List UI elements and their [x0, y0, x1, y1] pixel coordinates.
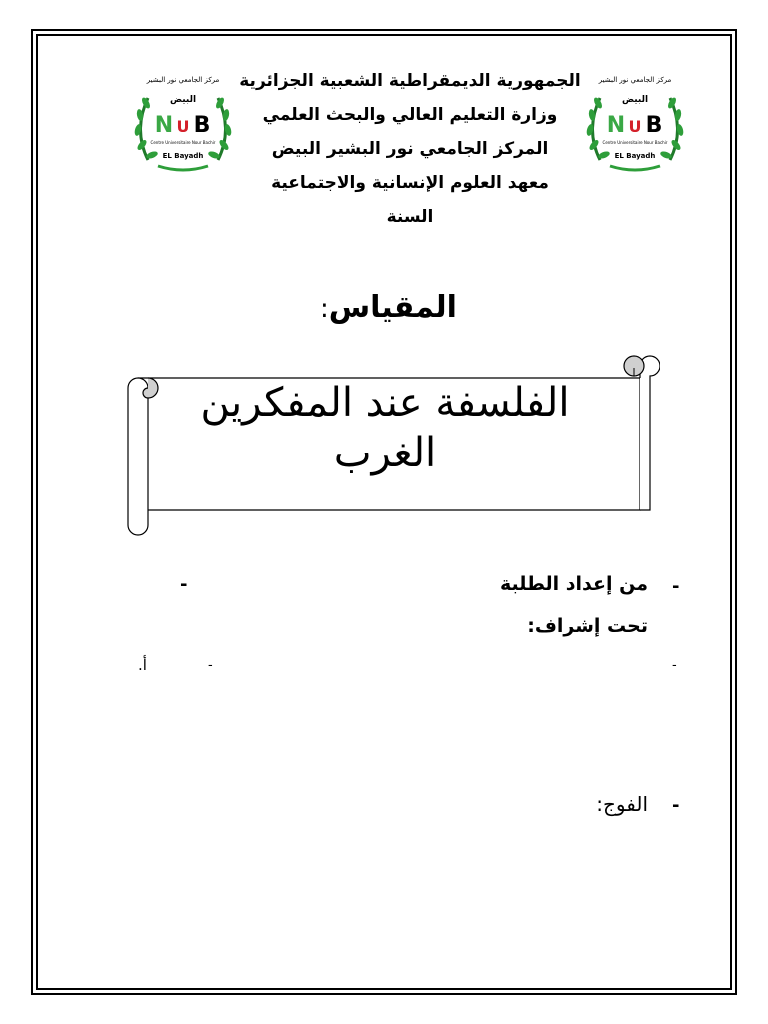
header-institute: معهد العلوم الإنسانية والاجتماعية [271, 173, 549, 193]
logo-letter-n: N [154, 113, 174, 138]
module-label: المقياس [328, 290, 457, 325]
supervision-dash-right: - [672, 658, 677, 673]
logo-arc-text: مركز الجامعي نور البشير [146, 76, 220, 84]
scroll-title [150, 378, 620, 478]
group-label: الفوج: [596, 792, 648, 816]
students-label: من إعداد الطلبة [499, 573, 648, 595]
supervisor-prefix: أ. [138, 656, 147, 674]
module-title [320, 290, 457, 325]
header-university: المركز الجامعي نور البشير البيض [271, 139, 549, 159]
logo-banner-text: EL Bayadh [162, 152, 204, 160]
logo-arc-text: مركز الجامعي نور البشير [598, 76, 672, 84]
logo-letter-b: B [193, 113, 211, 138]
scroll-title-line1: الفلسفة عند المفكرين [200, 380, 570, 426]
supervision-label: تحت إشراف: [527, 615, 648, 637]
logo-banner-text: EL Bayadh [614, 152, 656, 160]
header-ministry: وزارة التعليم العالي والبحث العلمي [262, 105, 558, 125]
students-dash: - [180, 574, 188, 595]
logo-small-text: Centre Universitaire Nour Bachir [602, 140, 668, 145]
group-bullet: - [672, 795, 680, 816]
module-colon: : [320, 294, 329, 324]
logo-letter-u: U [628, 117, 642, 136]
header-year: السنة [386, 207, 434, 227]
logo-letter-n: N [606, 113, 626, 138]
logo-city-text: البيض [169, 95, 197, 105]
institution-header [200, 64, 620, 234]
students-bullet: - [672, 576, 680, 597]
logo-city-text: البيض [621, 95, 649, 105]
logo-letter-u: U [176, 117, 190, 136]
scroll-title-line2: الغرب [333, 430, 437, 476]
supervision-dash-mid: - [208, 658, 213, 673]
header-republic: الجمهورية الديمقراطية الشعبية الجزائرية [239, 71, 581, 91]
logo-letter-b: B [645, 113, 663, 138]
logo-small-text: Centre Universitaire Nour Bachir [150, 140, 216, 145]
